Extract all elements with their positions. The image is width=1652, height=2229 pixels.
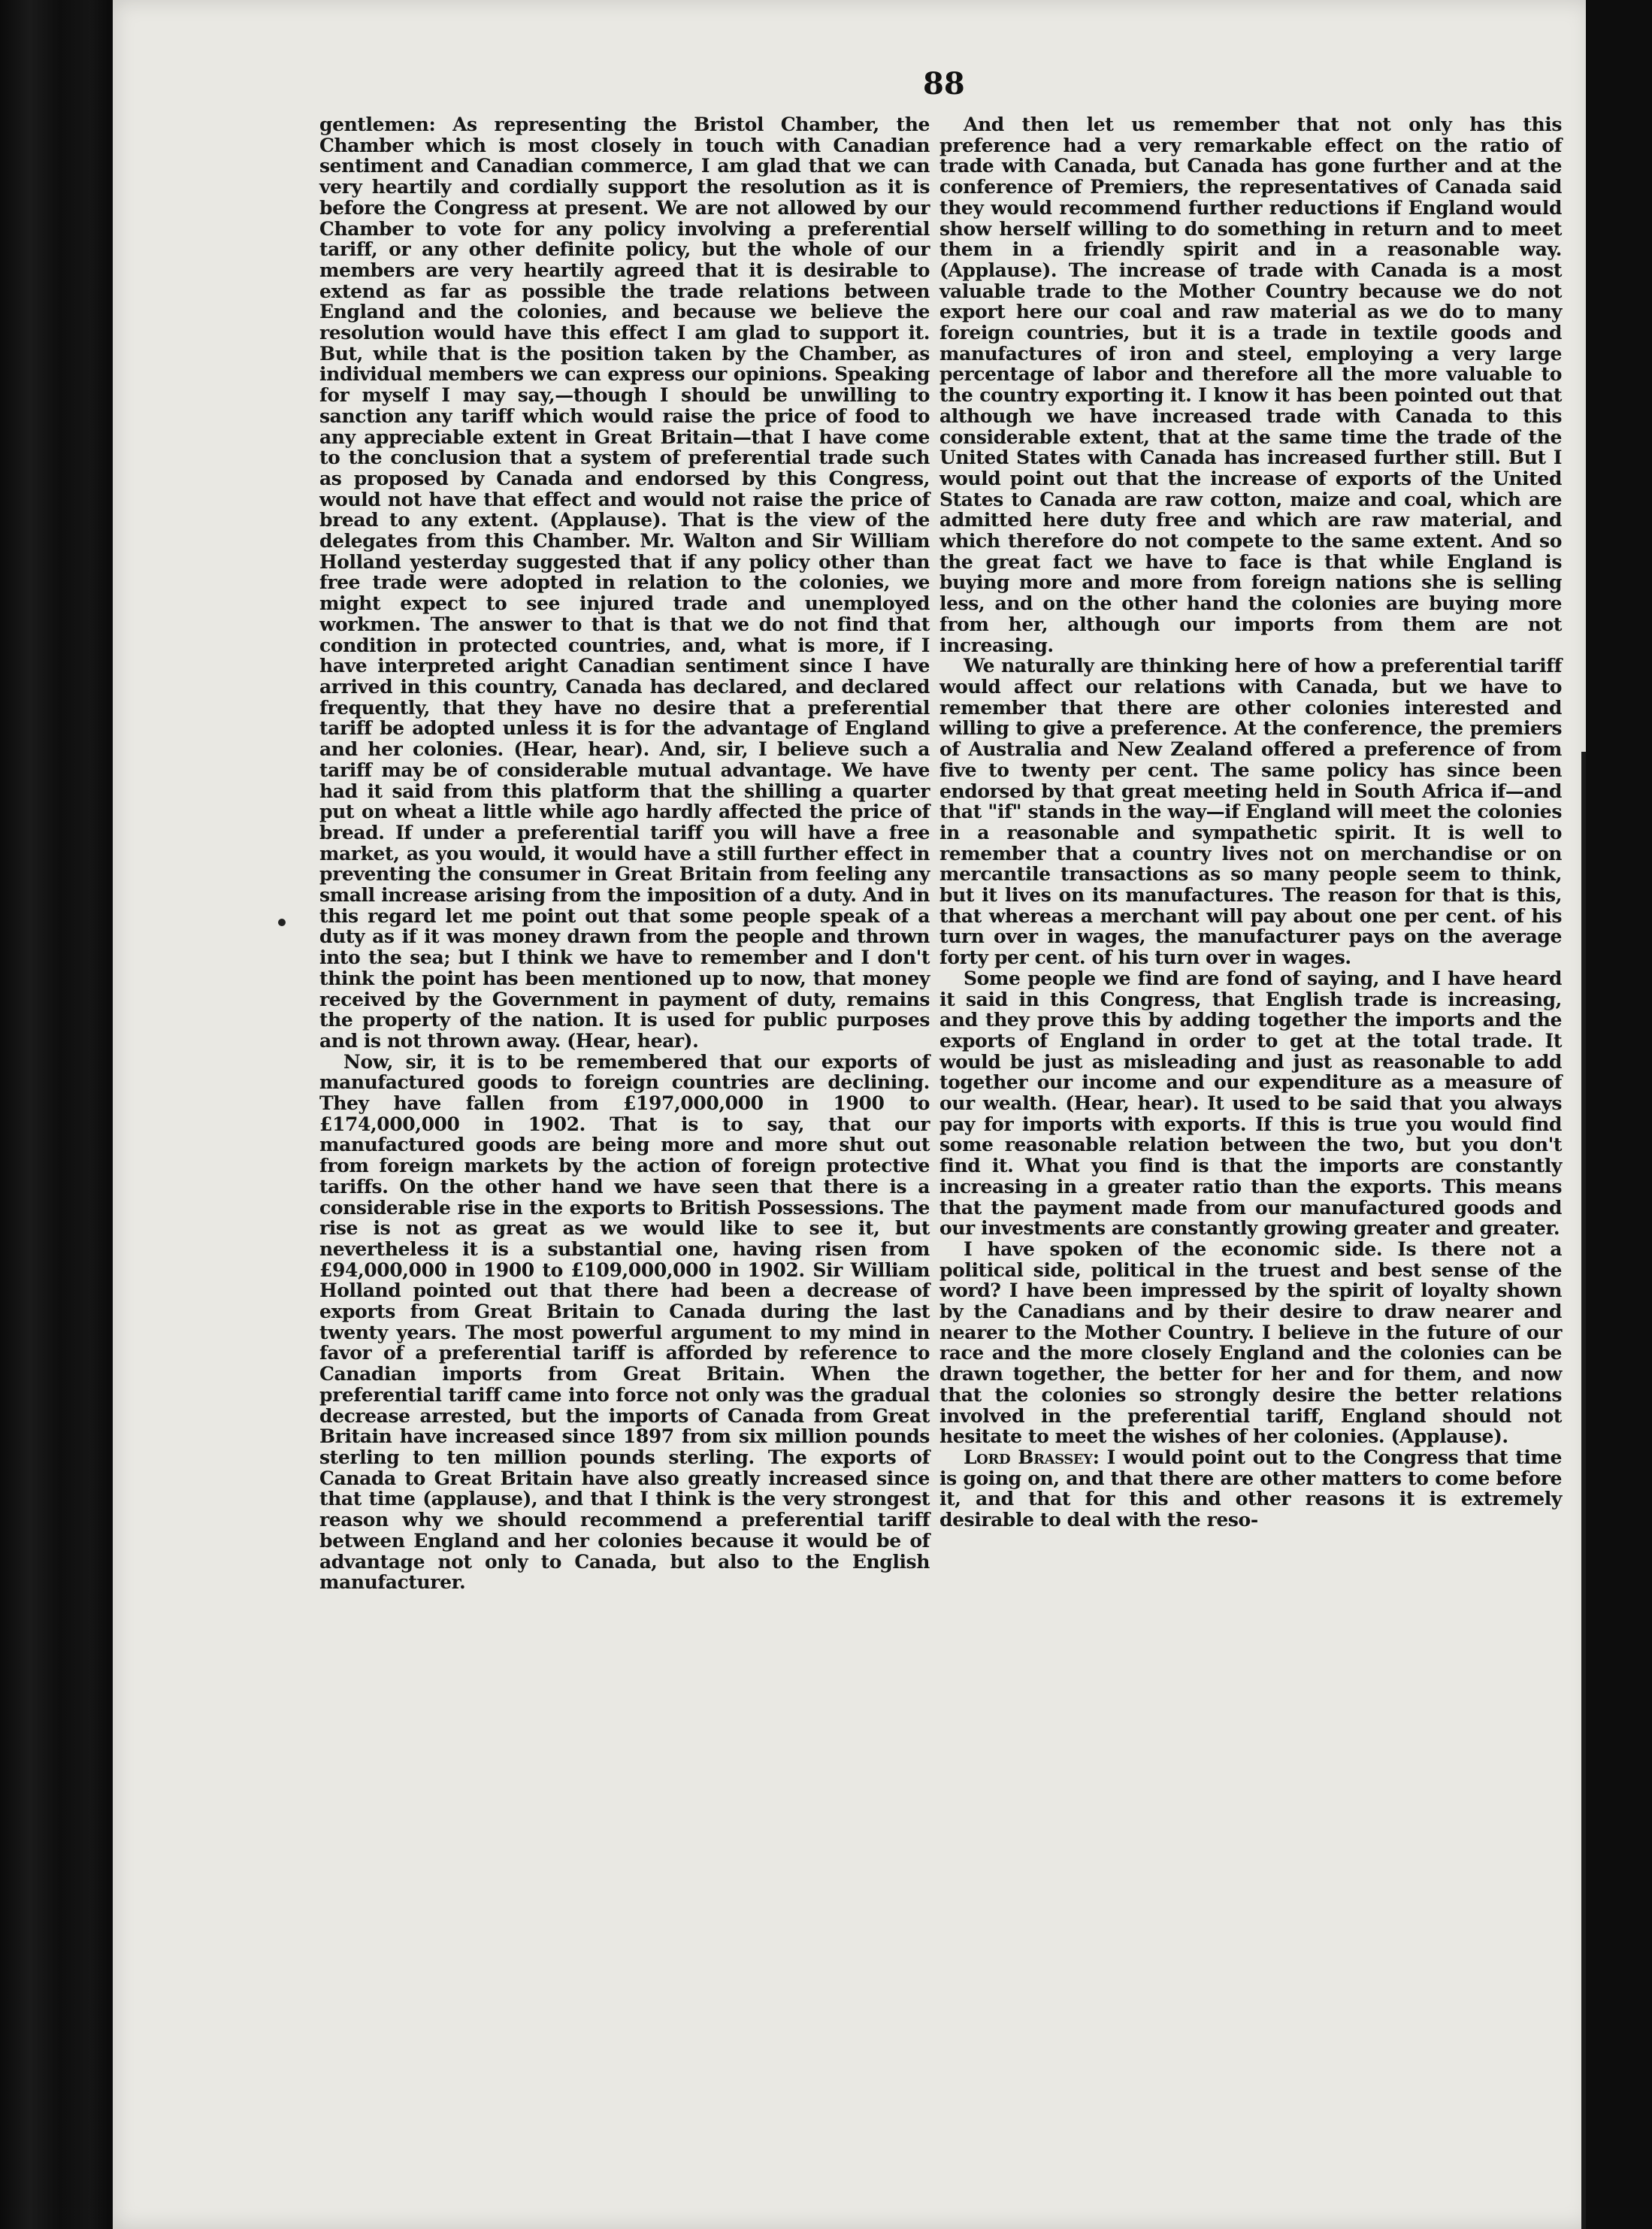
speaker-text: : I would point out to the Congress that time is going on, and that there are other matters to come before it, and that for this and other reasons it is extremely desirable to deal with the reso- (939, 1446, 1562, 1531)
page-number: 88 (923, 66, 965, 101)
right-paragraph-2: We naturally are thinking here of how a preferential tariff would affect our relations with Canada, but we have to remember that there are other colonies interested and willing to give a preference. At the conference, the premiers of Australia and New Zealand offered a preference of from five to twenty per cent. The same policy has since been endorsed by that great meeting held in South Africa if—and that "if" stands in the way—if England will meet the colonies in a reasonable and sympathetic spirit. It is well to remember that a country lives not on merchandise or on mercantile transactions as so many people seem to think, but it lives on its manufactures. The reason for that is this, that whereas a merchant will pay about one per cent. of his turn over in wages, the manufacturer pays on the average forty per cent. of his turn over in wages. (939, 655, 1562, 969)
left-paragraph-2: Now, sir, it is to be remembered that our exports of manufactured goods to foreign countries are declining. They have fallen from £197,000,000 in 1900 to £174,000,000 in 1902. That is to say, that our manufactured goods are being more and more shut out from foreign markets by the action of foreign protective tariffs. On the other hand we have seen that there is a considerable rise in the exports to British Possessions. The rise is not as great as we would like to see it, but nevertheless it is a substantial one, having risen from £94,000,000 in 1900 to £109,000,000 in 1902. Sir William Holland pointed out that there had been a decrease of exports from Great Britain to Canada during the last twenty years. The most powerful argument to my mind in favor of a preferential tariff is afforded by reference to Canadian imports from Great Britain. When the preferential tariff came into force not only was the gradual decrease arrested, but the imports of Canada from Great Britain have increased since 1897 from six million pounds sterling to ten million pounds sterling. The exports of Canada to Great Britain have also greatly increased since that time (applause), and that I think is the very strongest reason why we should recommend a preferential tariff between England and her colonies because it would be of advantage not only to Canada, but also to the English manufacturer. (319, 1050, 930, 1594)
right-column (939, 114, 1562, 1531)
speaker-name: Lord Brassey (964, 1446, 1093, 1468)
right-paragraph-4: I have spoken of the economic side. Is there not a political side, political in the truest and best sense of the word? I have been impressed by the spirit of loyalty shown by the Canadians and by their desire to draw nearer and nearer to the Mother Country. I believe in the future of our race and the more closely England and the colonies can be drawn together, the better for her and for them, and now that the colonies so strongly desire the better relations involved in the preferential tariff, England should not hesitate to meet the wishes of her colonies. (Applause). (939, 1237, 1562, 1448)
left-column (319, 114, 930, 1593)
right-paragraph-3: Some people we find are fond of saying, and I have heard it said in this Congress, that English trade is increasing, and they prove this by adding together the imports and the exports of England in order to get at the total trade. It would be just as misleading and just as reasonable to add together our income and our expenditure as a measure of our wealth. (Hear, hear). It used to be said that you always pay for imports with exports. If this is true you would find some reasonable relation between the two, but you don't find it. What you find is that the imports are constantly increasing in a greater ratio than the exports. This means that the payment made from our manufactured goods and our investments are constantly growing greater and greater. (939, 967, 1562, 1240)
right-paragraph-1: And then let us remember that not only has this preference had a very remarkable effect on the ratio of trade with Canada, but Canada has gone further and at the conference of Premiers, the representatives of Canada said they would recommend further reductions if England would show herself willing to do something in return and to meet them in a friendly spirit and in a reasonable way. (Applause). The increase of trade with Canada is a most valuable trade to the Mother Country because we do not export here our coal and raw material as we do to many foreign countries, but it is a trade in textile goods and manufactures of iron and steel, employing a very large percentage of labor and therefore all the more valuable to the country exporting it. I know it has been pointed out that although we have increased trade with Canada to this considerable extent, that at the same time the trade of the United States with Canada has increased further still. But I would point out that the increase of exports of the United States to Canada are raw cotton, maize and coal, which are admitted here duty free and which are raw material, and which therefore do not compete to the same extent. And so the great fact we have to face is that while England is buying more and more from foreign nations she is selling less, and on the other hand the colonies are buying more from her, although our imports from them are not increasing. (939, 114, 1562, 656)
right-paragraph-5 (939, 1447, 1562, 1531)
left-paragraph-1: gentlemen: As representing the Bristol Chamber, the Chamber which is most closely in touch with Canadian sentiment and Canadian commerce, I am glad that we can very heartily and cordially support the resolution as it is before the Congress at present. We are not allowed by our Chamber to vote for any policy involving a preferential tariff, or any other definite policy, but the whole of our members are very heartily agreed that it is desirable to extend as far as possible the trade relations between England and the colonies, and because we believe the resolution would have this effect I am glad to support it. But, while that is the position taken by the Chamber, as individual members we can express our opinions. Speaking for myself I may say,—though I should be unwilling to sanction any tariff which would raise the price of food to any appreciable extent in Great Britain—that I have come to the conclusion that a system of preferential trade such as proposed by Canada and endorsed by this Congress, would not have that effect and would not raise the price of bread to any extent. (Applause). That is the view of the delegates from this Chamber. Mr. Walton and Sir William Holland yesterday suggested that if any policy other than free trade were adopted in relation to the colonies, we might expect to see injured trade and unemployed workmen. The answer to that is that we do not find that condition in protected countries, and, what is more, if I have interpreted aright Canadian sentiment since I have arrived in this country, Canada has declared, and declared frequently, that they have no desire that a preferential tariff be adopted unless it is for the advantage of England and her colonies. (Hear, hear). And, sir, I believe such a tariff may be of considerable mutual advantage. We have had it said from this platform that the shilling a quarter put on wheat a little while ago hardly affected the price of bread. If under a preferential tariff you will have a free market, as you would, it would have a still further effect in preventing the consumer in Great Britain from feeling any small increase arising from the imposition of a duty. And in this regard let me point out that some people speak of a duty as if it was money drawn from the people and thrown into the sea; but I think we have to remember and I don't think the point has been mentioned up to now, that money received by the Government in payment of duty, remains the property of the nation. It is used for public purposes and is not thrown away. (Hear, hear). (319, 114, 930, 1052)
margin-rule (1581, 752, 1586, 2229)
scan-dark-edge (1586, 0, 1652, 2229)
ink-speck (278, 919, 286, 926)
